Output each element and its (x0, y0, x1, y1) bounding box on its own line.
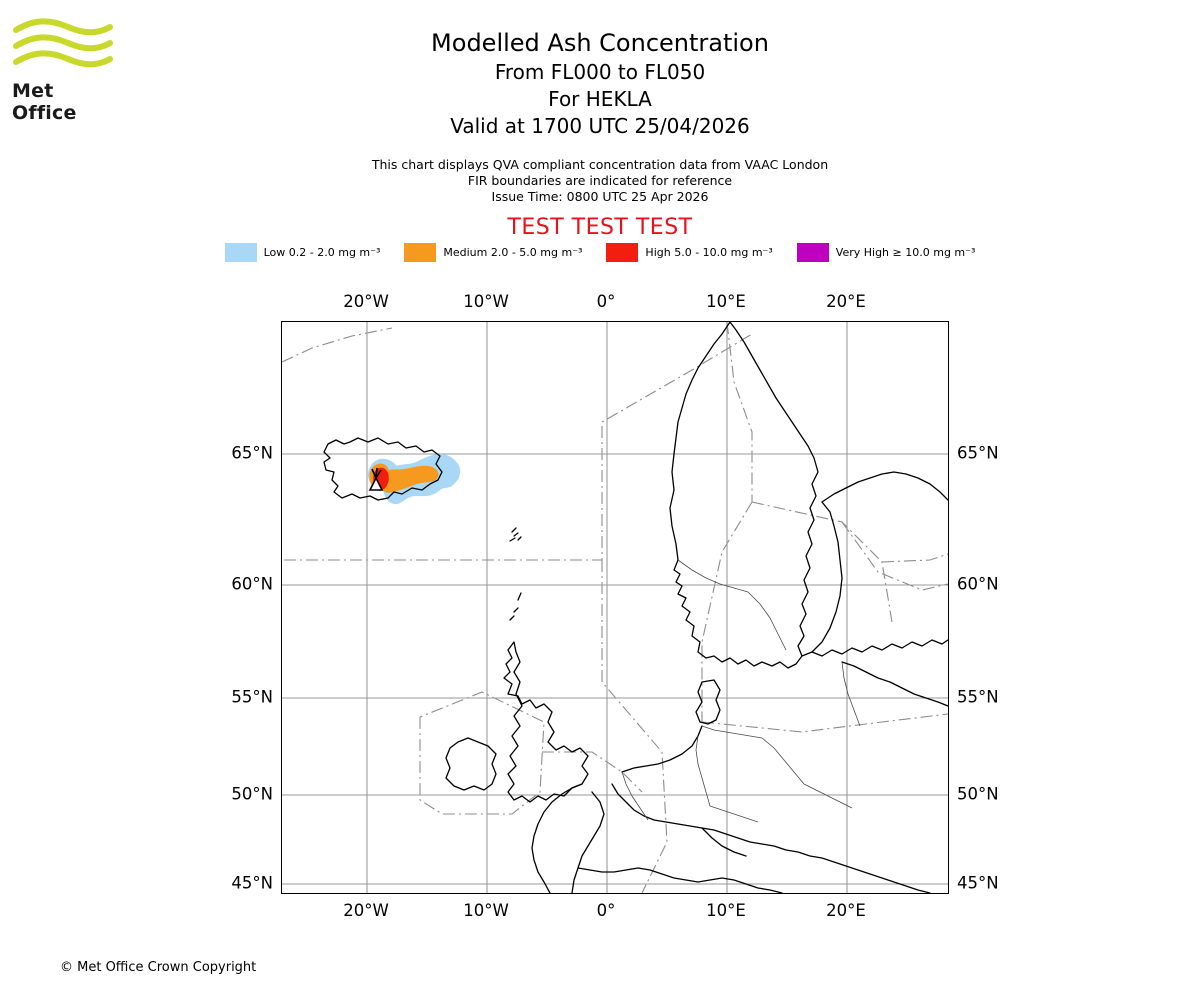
lon-tick-bottom-20e: 20°E (826, 901, 866, 920)
fir-boundaries (282, 322, 948, 893)
legend-label-medium: Medium 2.0 - 5.0 mg m⁻³ (443, 246, 583, 259)
chart-note-line3: Issue Time: 0800 UTC 25 Apr 2026 (491, 189, 709, 204)
chart-note-line1: This chart displays QVA compliant concentration data from VAAC London (371, 157, 829, 172)
chart-title-block (0, 28, 1200, 140)
legend-swatch-low (225, 243, 257, 262)
met-office-logo-text: Met Office (12, 80, 77, 124)
lon-tick-top-20w: 20°W (343, 292, 389, 311)
chart-title-line2: From FL000 to FL050 (494, 60, 706, 84)
concentration-legend (0, 243, 1200, 262)
lat-tick-left-60n: 60°N (231, 574, 273, 594)
legend-label-high: High 5.0 - 10.0 mg m⁻³ (645, 246, 773, 259)
copyright-text: © Met Office Crown Copyright (60, 960, 257, 975)
lon-tick-top-10e: 10°E (706, 292, 746, 311)
coastlines (324, 322, 948, 893)
chart-note-line2: FIR boundaries are indicated for reference (467, 173, 733, 188)
legend-item-high (606, 243, 772, 262)
chart-title-line1: Modelled Ash Concentration (431, 29, 769, 57)
lat-tick-left-55n: 55°N (231, 687, 273, 707)
legend-swatch-medium (404, 243, 436, 262)
map-container (231, 292, 999, 920)
legend-item-low (225, 243, 381, 262)
lat-tick-right-45n: 45°N (957, 873, 999, 893)
lon-tick-bottom-0: 0° (596, 901, 616, 920)
lat-tick-left-65n: 65°N (231, 443, 273, 463)
lat-tick-right-65n: 65°N (957, 443, 999, 463)
lat-tick-right-60n: 60°N (957, 574, 999, 594)
lon-tick-top-20e: 20°E (826, 292, 866, 311)
chart-title-line4: Valid at 1700 UTC 25/04/2026 (450, 114, 750, 138)
lon-tick-top-10w: 10°W (463, 292, 509, 311)
chart-notes (0, 157, 1200, 205)
legend-swatch-high (606, 243, 638, 262)
lon-tick-bottom-20w: 20°W (343, 901, 389, 920)
lon-tick-top-0: 0° (596, 292, 616, 311)
lat-tick-right-55n: 55°N (957, 687, 999, 707)
lat-tick-left-45n: 45°N (231, 873, 273, 893)
legend-item-very-high (797, 243, 976, 262)
country-borders (622, 560, 860, 822)
lon-tick-bottom-10e: 10°E (706, 901, 746, 920)
legend-item-medium (404, 243, 582, 262)
graticule-grid (282, 322, 948, 893)
lat-tick-left-50n: 50°N (231, 784, 273, 804)
legend-swatch-very-high (797, 243, 829, 262)
lat-tick-right-50n: 50°N (957, 784, 999, 804)
chart-title-line3: For HEKLA (548, 87, 652, 111)
lon-tick-bottom-10w: 10°W (463, 901, 509, 920)
map-plot-area[interactable] (281, 321, 949, 894)
map-graphic (282, 322, 948, 893)
legend-label-very-high: Very High ≥ 10.0 mg m⁻³ (835, 246, 976, 259)
legend-label-low: Low 0.2 - 2.0 mg m⁻³ (263, 246, 381, 259)
test-banner: TEST TEST TEST (507, 215, 693, 240)
